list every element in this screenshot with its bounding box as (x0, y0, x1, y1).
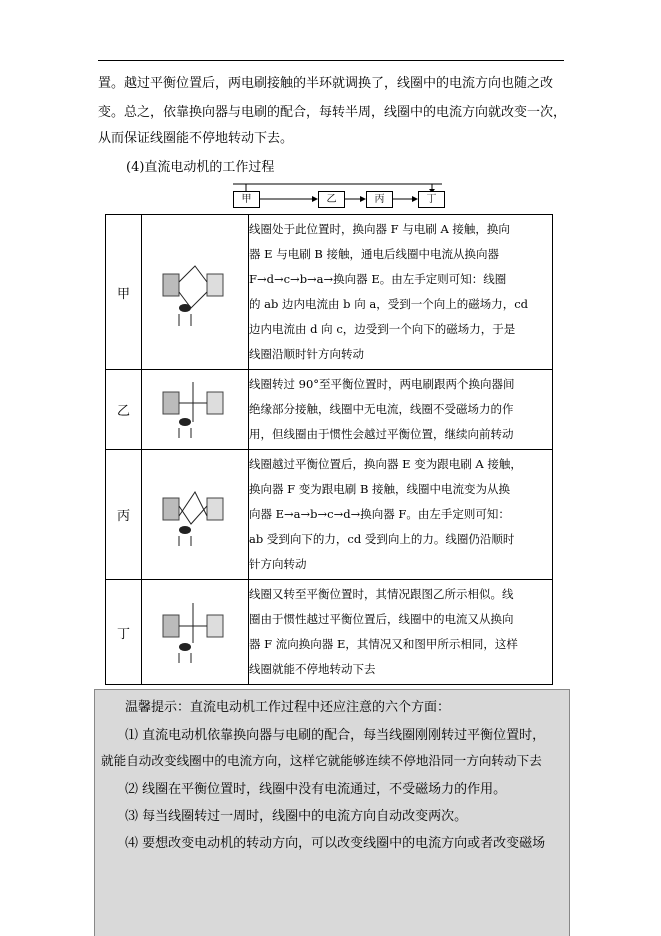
desc-line: 边内电流由 d 向 c，边受到一个向下的磁场力，于是 (249, 322, 516, 336)
motor-figure-bing (142, 450, 249, 580)
row-label: 丙 (106, 450, 142, 580)
intro-line-3: 从而保证线圈能不停地转动下去。 (98, 131, 294, 146)
desc-line: 线圈转过 90°至平衡位置时，两电刷跟两个换向器间 (249, 377, 515, 391)
desc-line: 绝缘部分接触，线圈中无电流，线圈不受磁场力的作 (249, 402, 514, 416)
flow-diagram (232, 183, 442, 213)
intro-line-1: 置。越过平衡位置后，两电刷接触的半环就调换了，线圈中的电流方向也随之改 (98, 76, 554, 91)
table-row (106, 370, 553, 450)
row-description (249, 580, 553, 685)
desc-line: 圈由于惯性越过平衡位置后，线圈中的电流又从换向 (249, 612, 514, 626)
flow-step-3: 丙 (366, 191, 393, 208)
row-description (249, 215, 553, 370)
desc-line: 线圈处于此位置时，换向器 F 与电刷 A 接触，换向 (249, 222, 510, 236)
desc-line: 器 F 流向换向器 E，其情况又和图甲所示相同，这样 (249, 637, 518, 651)
desc-line: 换向器 F 变为跟电刷 B 接触，线圈中电流变为从换 (249, 482, 511, 496)
tip-item-3: ⑶ 每当线圈转过一周时，线圈中的电流方向自动改变两次。 (125, 809, 468, 824)
motor-process-table (105, 214, 553, 685)
desc-line: 线圈越过平衡位置后，换向器 E 变为跟电刷 A 接触， (249, 457, 522, 471)
desc-line: 用，但线圈由于惯性会越过平衡位置，继续向前转动 (249, 427, 514, 441)
desc-line: 的 ab 边内电流由 b 向 a，受到一个向上的磁场力，cd (249, 297, 529, 311)
desc-line: 器 E 与电刷 B 接触，通电后线圈中电流从换向器 (249, 247, 499, 261)
row-label: 丁 (106, 580, 142, 685)
tip-item-1: ⑴ 直流电动机依靠换向器与电刷的配合，每当线圈刚刚转过平衡位置时， (125, 728, 546, 743)
tip-item-4: ⑷ 要想改变电动机的转动方向，可以改变线圈中的电流方向或者改变磁场 (125, 836, 546, 851)
desc-line: ab 受到向下的力，cd 受到向上的力。线圈仍沿顺时 (249, 532, 515, 546)
desc-line: F→d→c→b→a→换向器 E。由左手定则可知：线圈 (249, 272, 507, 286)
flow-step-2: 乙 (318, 191, 345, 208)
header-rule (98, 60, 564, 61)
tip-item-2: ⑵ 线圈在平衡位置时，线圈中没有电流通过，不受磁场力的作用。 (125, 782, 507, 797)
flow-step-4: 丁 (418, 191, 445, 208)
flow-step-1: 甲 (233, 191, 260, 208)
motor-figure-jia (142, 215, 249, 370)
section-heading: (4)直流电动机的工作过程 (126, 160, 275, 175)
desc-line: 线圈沿顺时针方向转动 (249, 347, 364, 361)
desc-line: 针方向转动 (249, 557, 307, 571)
desc-line: 向器 E→a→b→c→d→换向器 F。由左手定则可知： (249, 507, 510, 521)
row-label: 甲 (106, 215, 142, 370)
row-label: 乙 (106, 370, 142, 450)
desc-line: 线圈就能不停地转动下去 (249, 662, 376, 676)
motor-figure-ding (142, 580, 249, 685)
tip-box (94, 689, 570, 936)
table-row (106, 580, 553, 685)
table-row (106, 450, 553, 580)
table-row (106, 215, 553, 370)
tip-item-1-cont: 就能自动改变线圈中的电流方向，这样它就能够连续不停地沿同一方向转动下去 (101, 753, 542, 768)
desc-line: 线圈又转至平衡位置时，其情况跟图乙所示相似。线 (249, 587, 514, 601)
intro-line-2: 变。总之，依靠换向器与电刷的配合，每转半周，线圈中的电流方向就改变一次， (98, 105, 567, 120)
motor-figure-yi (142, 370, 249, 450)
tip-title: 温馨提示：直流电动机工作过程中还应注意的六个方面： (125, 700, 451, 715)
row-description (249, 450, 553, 580)
row-description (249, 370, 553, 450)
